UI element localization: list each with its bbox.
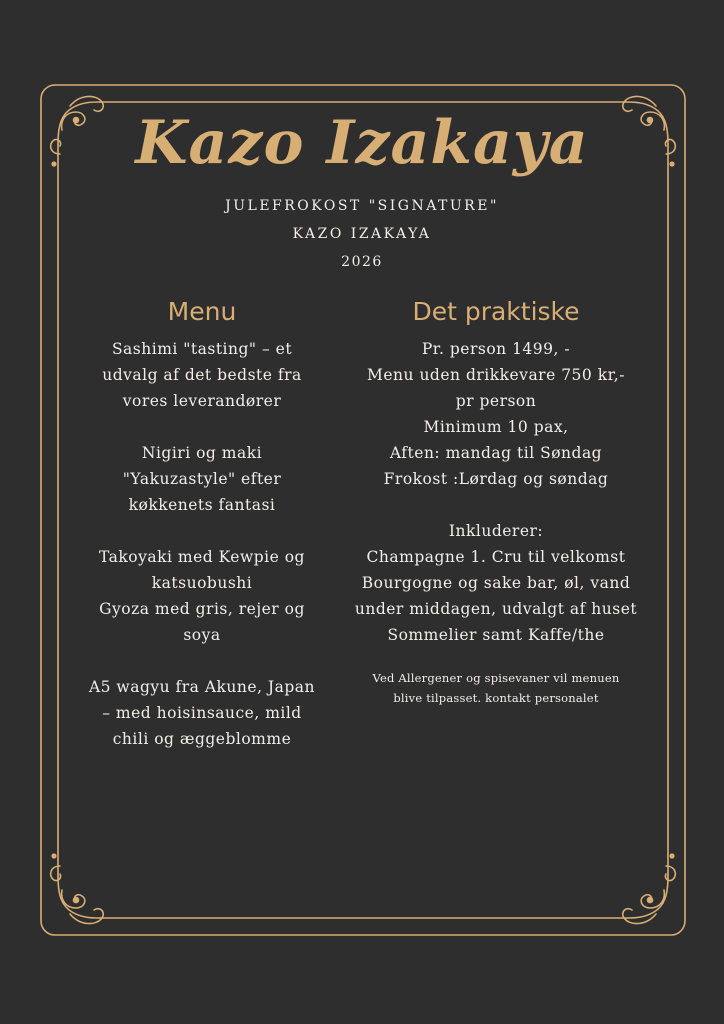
menu-line: Takoyaki med Kewpie og: [99, 548, 305, 566]
allergy-note-line: blive tilpasset. kontakt personalet: [393, 691, 599, 705]
menu-items: [80, 336, 324, 752]
menu-line: Nigiri og maki: [141, 444, 263, 462]
practical-info: [346, 336, 646, 648]
allergy-note-line: Ved Allergener og spisevaner vil menuen: [372, 671, 620, 685]
menu-line: vores leverandører: [122, 392, 282, 410]
menu-column: [80, 296, 324, 752]
practical-line: Aften: mandag til Søndag: [389, 444, 603, 462]
practical-line: Inkluderer:: [448, 522, 544, 540]
menu-line: udvalg af det bedste fra: [102, 366, 302, 384]
practical-line: Minimum 10 pax,: [423, 418, 569, 436]
practical-column: [346, 296, 646, 708]
allergy-note: [346, 668, 646, 708]
practical-line: Pr. person 1499, -: [421, 340, 571, 358]
practical-line: Menu uden drikkevare 750 kr,-: [367, 366, 625, 384]
event-name: JULEFROKOST "SIGNATURE": [225, 198, 499, 214]
practical-line: pr person: [455, 392, 537, 410]
restaurant-name-caps: KAZO IZAKAYA: [292, 226, 432, 242]
menu-line: Gyoza med gris, rejer og: [99, 600, 305, 618]
practical-line: Bourgogne og sake bar, øl, vand: [361, 574, 631, 592]
menu-line: soya: [183, 626, 221, 644]
menu-line: Sashimi "tasting" – et: [111, 340, 293, 358]
practical-heading: Det praktiske: [412, 297, 580, 326]
practical-line: Sommelier samt Kaffe/the: [387, 626, 605, 644]
menu-line: køkkenets fantasi: [128, 496, 276, 514]
menu-line: "Yakuzastyle" efter: [122, 470, 282, 488]
menu-line: – med hoisinsauce, mild: [102, 704, 302, 722]
practical-line: Frokost :Lørdag og søndag: [383, 470, 609, 488]
practical-line: Champagne 1. Cru til velkomst: [366, 548, 626, 566]
restaurant-title: Kazo Izakaya: [135, 108, 589, 178]
menu-line: katsuobushi: [151, 574, 253, 592]
practical-line: under middagen, udvalgt af huset: [354, 600, 638, 618]
event-year: 2026: [341, 254, 383, 270]
menu-heading: Menu: [167, 297, 237, 326]
menu-line: chili og æggeblomme: [112, 730, 292, 748]
menu-line: A5 wagyu fra Akune, Japan: [88, 678, 316, 696]
